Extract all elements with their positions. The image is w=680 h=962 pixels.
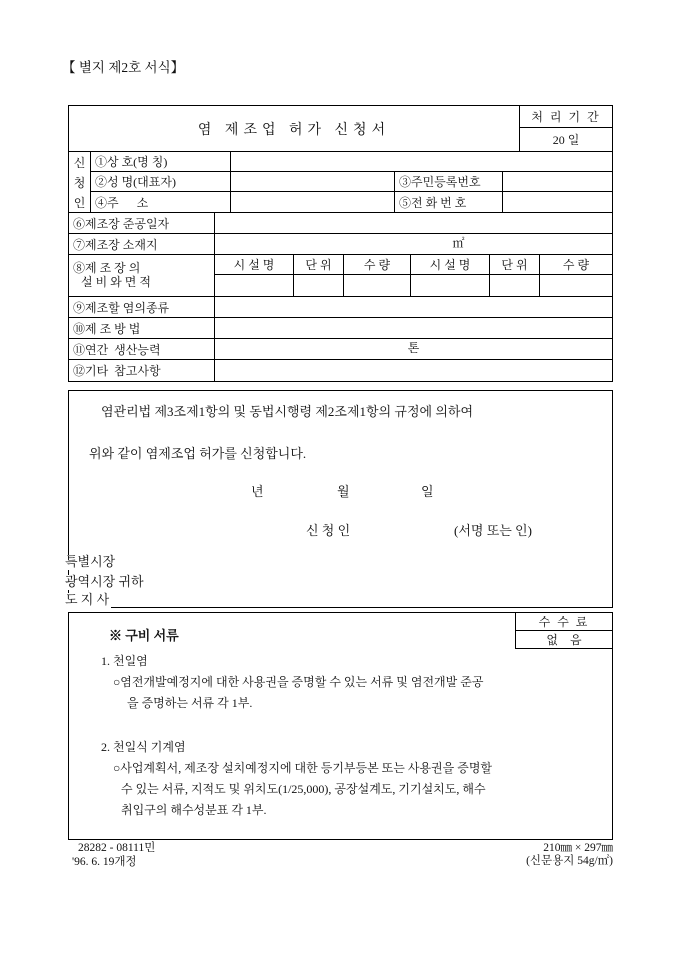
- field-label-annual-capacity: ⑪연간 생산능력: [69, 339, 215, 359]
- field-value-completion-date[interactable]: [215, 213, 612, 233]
- addressee-special-mayor: 특별시장: [65, 554, 116, 569]
- form-title: 염 제조업 허가 신청서: [69, 106, 520, 151]
- field-label-other-notes: ⑫기타 참고사항: [69, 360, 215, 381]
- field-value-phone-number[interactable]: [503, 192, 612, 212]
- declaration-line-1: 염관리법 제3조제1항의 및 동법시행령 제2조제1항의 규정에 의하여: [101, 404, 474, 419]
- footer-paper-size: 210㎜ × 297㎜: [543, 842, 613, 854]
- documents-item1-line2: 을 증명하는 서류 각 1부.: [127, 696, 253, 710]
- facilities-cell-quantity-1[interactable]: [344, 275, 411, 296]
- addressee-governor: 도 지 사: [65, 592, 110, 607]
- processing-period-value: 20 일: [552, 133, 580, 147]
- field-label-factory-location: ⑦제조장 소재지: [69, 234, 215, 254]
- field-label-representative-name: ②성 명(대표자): [91, 172, 231, 191]
- required-documents-title: ※ 구비 서류: [109, 628, 179, 643]
- applicant-vertical-label: [69, 152, 91, 212]
- facilities-label-line1: ⑧제 조 장 의: [73, 260, 141, 275]
- area-unit-label: ㎡: [452, 236, 465, 251]
- field-label-address: ④주 소: [91, 192, 231, 212]
- field-value-representative-name[interactable]: [231, 172, 395, 191]
- applicant-char-2: 청: [73, 175, 86, 190]
- facilities-label-line2: 설 비 와 면 적: [81, 274, 151, 289]
- declaration-line-2: 위와 같이 염제조업 허가를 신청합니다.: [89, 446, 307, 461]
- applicant-char-1: 신: [73, 155, 86, 170]
- field-value-annual-capacity[interactable]: [215, 339, 612, 359]
- field-label-salt-type: ⑨제조할 염의종류: [69, 297, 215, 317]
- fee-section-box: [68, 612, 613, 840]
- field-value-address[interactable]: [231, 192, 395, 212]
- facilities-cell-facility-2[interactable]: [411, 275, 490, 296]
- documents-item2-title: 2. 천일식 기계염: [101, 740, 186, 754]
- documents-item2-line3: 취입구의 해수성분표 각 1부.: [121, 803, 267, 817]
- facilities-header-facility-1: 시 설 명: [215, 255, 294, 274]
- field-label-resident-number: ③주민등록번호: [395, 172, 503, 191]
- field-label-phone-number: ⑤전 화 번 호: [395, 192, 503, 212]
- field-label-company-name: ①상 호(명 칭): [91, 152, 231, 171]
- declaration-box: [65, 390, 613, 608]
- fee-value: 없 음: [546, 633, 582, 647]
- capacity-unit-label: 톤: [407, 341, 420, 356]
- field-label-completion-date: ⑥제조장 준공일자: [69, 213, 215, 233]
- fee-box: [515, 613, 612, 649]
- facilities-table: [215, 255, 612, 296]
- processing-period-label: 처 리 기 간: [520, 106, 612, 128]
- facilities-header-quantity-1: 수 량: [344, 255, 411, 274]
- documents-item2-line1: ○사업계획서, 제조장 설치예정지에 대한 등기부등본 또는 사용권을 증명할: [113, 761, 493, 775]
- footer-paper-type: (신문용지 54g/㎡): [526, 855, 613, 868]
- fee-label: 수 수 료: [516, 613, 612, 631]
- field-value-factory-location[interactable]: [215, 234, 612, 254]
- applicant-char-3: 인: [73, 195, 86, 210]
- facilities-header-quantity-2: 수 량: [562, 258, 590, 272]
- field-value-resident-number[interactable]: [503, 172, 612, 191]
- addressee-metropolitan-mayor: 광역시장 귀하: [65, 574, 144, 589]
- field-value-manufacturing-method[interactable]: [215, 318, 612, 338]
- applicant-signature-label: 신 청 인: [306, 523, 351, 538]
- date-month-label: 월: [337, 484, 350, 499]
- documents-item1-title: 1. 천일염: [101, 654, 148, 668]
- field-value-other-notes[interactable]: [215, 360, 612, 381]
- facilities-cell-unit-1[interactable]: [294, 275, 344, 296]
- footer-doc-number: 28282 - 08111민: [78, 842, 156, 854]
- footer-paper-info: [526, 842, 613, 868]
- facilities-header-unit-1: 단 위: [294, 255, 344, 274]
- facilities-cell-unit-2[interactable]: [490, 275, 540, 296]
- field-label-manufacturing-method: ⑩제 조 방 법: [69, 318, 215, 338]
- documents-item2-line2: 수 있는 서류, 지적도 및 위치도(1/25,000), 공장설계도, 기기설치도, 해수: [121, 782, 486, 796]
- facilities-cell-quantity-2[interactable]: [540, 275, 612, 296]
- footer-revision-date: '96. 6. 19개정: [72, 856, 137, 868]
- facilities-cell-facility-1[interactable]: [215, 275, 294, 296]
- page-header-label: 【 별지 제2호 서식】: [62, 60, 185, 75]
- application-form-table: [68, 105, 613, 382]
- field-value-salt-type[interactable]: [215, 297, 612, 317]
- facilities-header-facility-2: 시 설 명: [411, 255, 490, 274]
- date-day-label: 일: [421, 484, 434, 499]
- date-year-label: 년: [251, 484, 264, 499]
- signature-note: (서명 또는 인): [454, 523, 532, 538]
- documents-item1-line1: ○염전개발예정지에 대한 사용권을 증명할 수 있는 서류 및 염전개발 준공: [113, 675, 484, 689]
- facilities-header-unit-2: 단 위: [490, 255, 540, 274]
- field-label-facilities-area: [69, 255, 215, 296]
- field-value-company-name[interactable]: [231, 152, 612, 171]
